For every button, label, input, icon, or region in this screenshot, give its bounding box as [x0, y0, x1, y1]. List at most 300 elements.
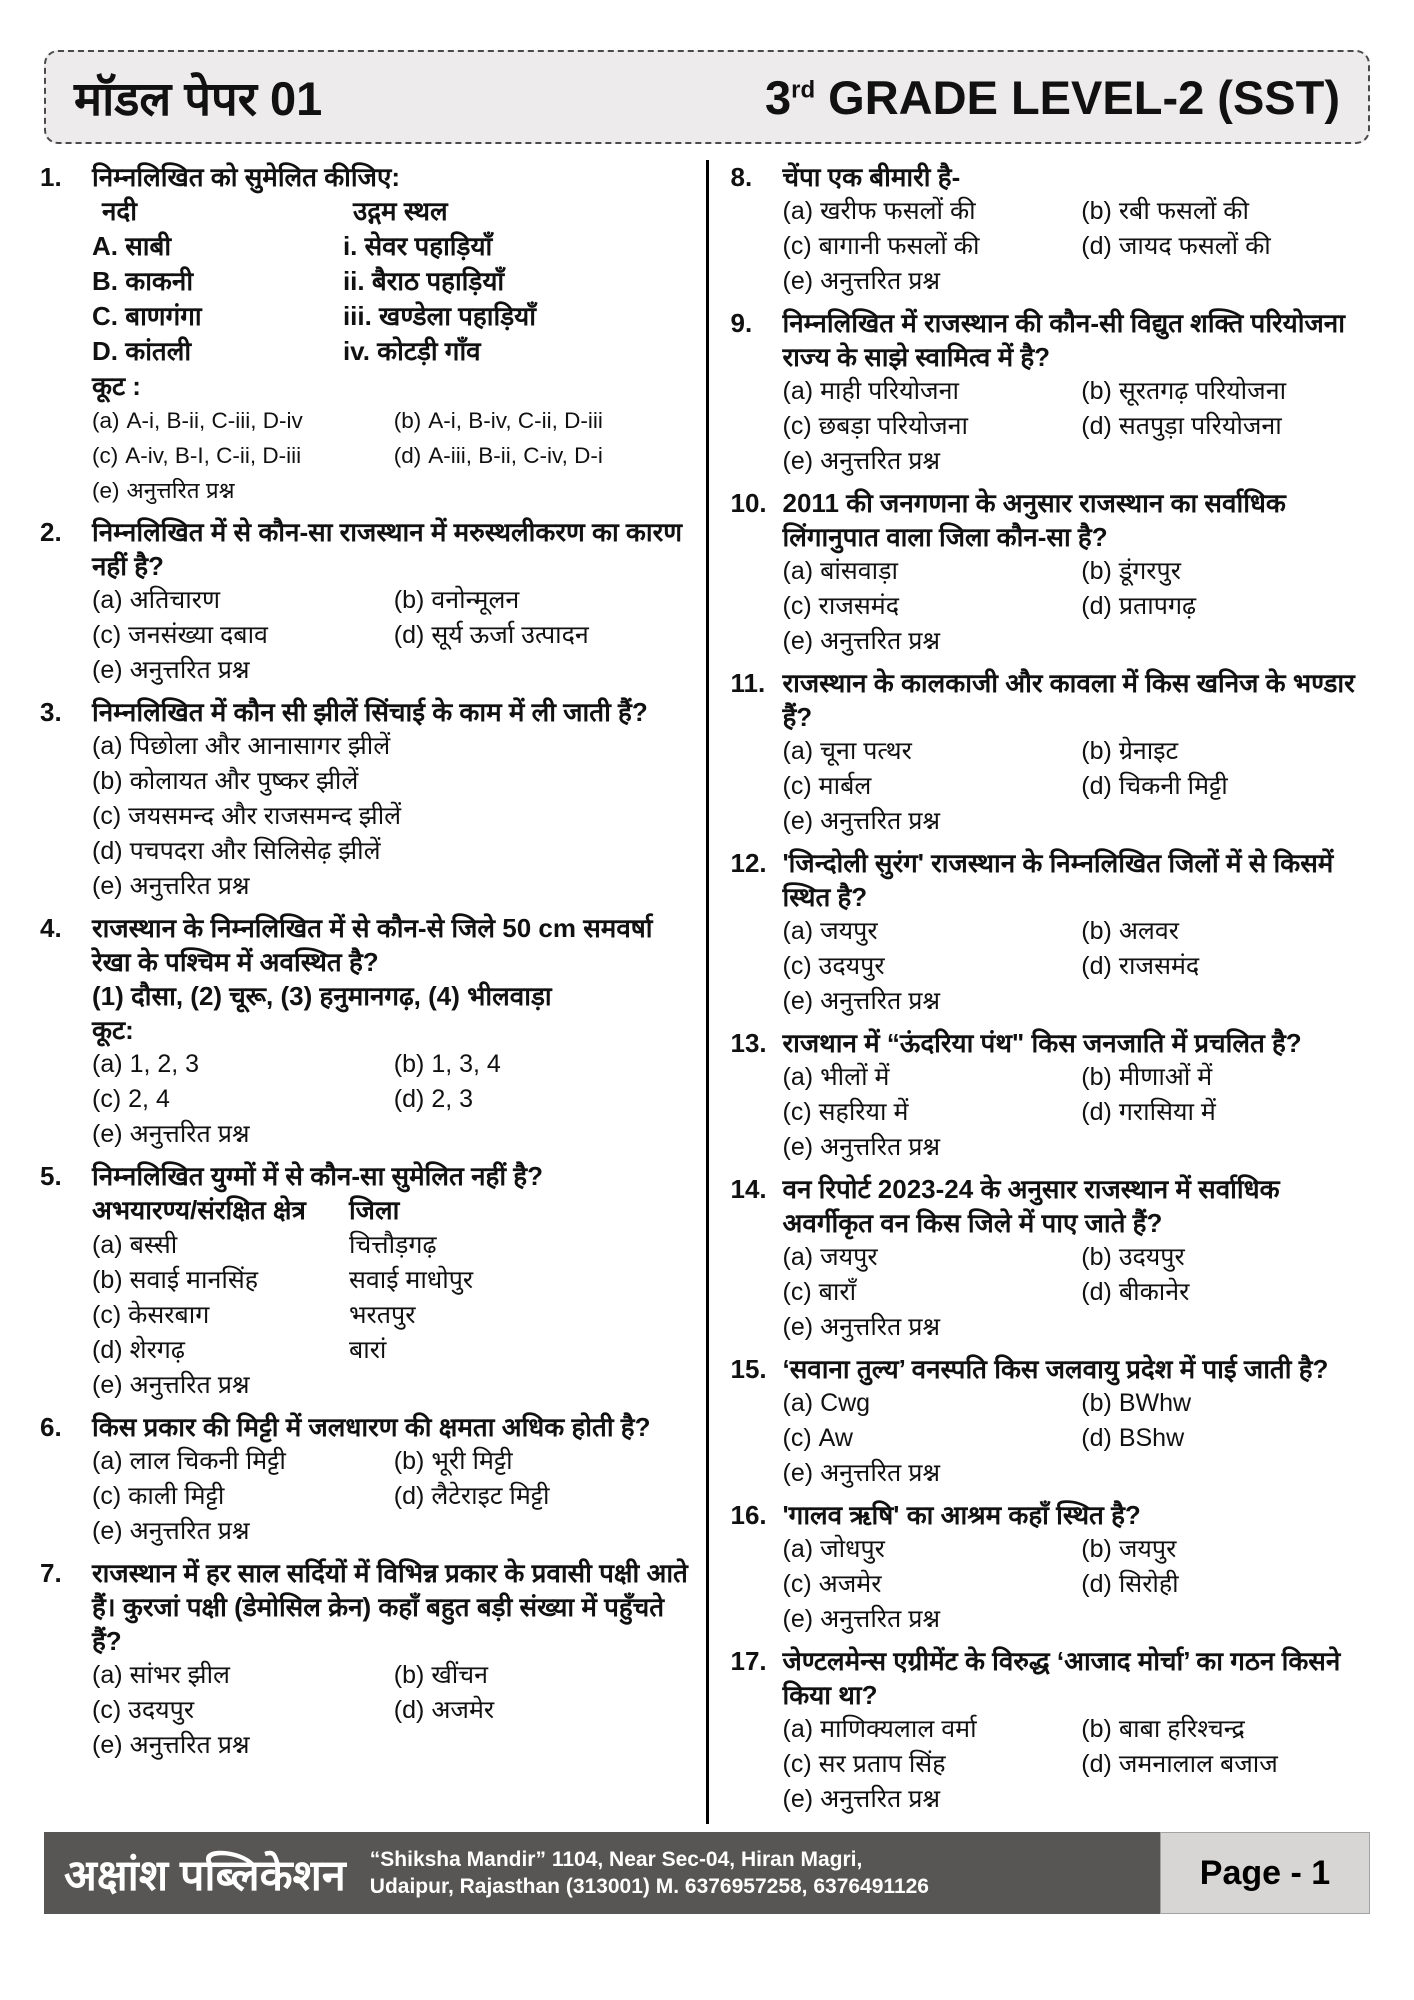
option	[1081, 949, 1374, 984]
question	[40, 160, 690, 508]
option-label: (e)	[782, 1459, 814, 1487]
option-label: (d)	[1081, 952, 1112, 980]
option-label: (a)	[782, 1715, 814, 1743]
option	[92, 834, 690, 869]
option	[394, 1047, 690, 1082]
option	[92, 1228, 343, 1263]
option-text: वनोन्मूलन	[431, 586, 520, 614]
option	[1081, 229, 1374, 264]
option-text: जयपुर	[820, 917, 878, 945]
option	[1081, 1532, 1374, 1567]
question-body	[783, 1498, 1375, 1637]
option-label: (a)	[92, 1447, 123, 1475]
question-text: राजस्थान के निम्नलिखित में से कौन-से जिले 50 cm समवर्षा रेखा के पश्चिम में अवस्थित है?	[92, 913, 653, 977]
option-label: (c)	[782, 412, 812, 440]
match-table-cell: D. कांतली	[92, 336, 192, 366]
option	[783, 1747, 1076, 1782]
option-extra: सवाई माधोपुर	[348, 1266, 474, 1294]
address-line-2: Udaipur, Rajasthan (313001) M. 6376957258, 6376491126	[369, 1875, 929, 1898]
option-label: (e)	[92, 1120, 123, 1148]
option	[92, 1263, 343, 1298]
question-text: निम्नलिखित युग्मों में से कौन-सा सुमेलित नहीं है?	[92, 1161, 543, 1191]
option	[783, 1240, 1076, 1275]
option-text: बाराँ	[818, 1278, 857, 1306]
question-body	[783, 666, 1375, 839]
option-label: (d)	[1081, 1570, 1112, 1598]
option-text: मार्बल	[818, 772, 872, 800]
option	[92, 1298, 343, 1333]
question	[731, 666, 1375, 839]
question-number: 11.	[730, 668, 766, 698]
option-label: (d)	[1081, 1750, 1112, 1778]
option	[92, 869, 690, 904]
option-text: अनुत्तरित प्रश्न	[820, 1313, 941, 1341]
option-label: (d)	[1081, 1278, 1112, 1306]
question-text: राजस्थान के कालकाजी और कावला में किस खनिज के भण्डार हैं?	[782, 668, 1355, 732]
options-group	[783, 914, 1375, 1019]
option-label: (a)	[92, 1661, 123, 1689]
option	[1081, 1386, 1374, 1421]
question-text: निम्नलिखित में कौन सी झीलें सिंचाई के काम में ली जाती हैं?	[92, 697, 648, 727]
option-label: (e)	[782, 1133, 814, 1161]
option-text: सवाई मानसिंह	[129, 1266, 259, 1294]
option-label: (d)	[393, 443, 422, 468]
option-label: (d)	[393, 1085, 425, 1113]
option	[783, 949, 1076, 984]
question-number: 16.	[730, 1500, 767, 1530]
option-label: (e)	[782, 267, 814, 295]
options-group	[783, 1532, 1375, 1637]
options-pair-header: जिला	[348, 1195, 400, 1225]
option-label: (d)	[1081, 592, 1112, 620]
option-label: (c)	[782, 772, 812, 800]
option	[783, 229, 1076, 264]
option-text: खरीफ फसलों की	[820, 197, 976, 225]
option-label: (e)	[782, 1313, 814, 1341]
option	[394, 1082, 690, 1117]
option	[92, 1117, 388, 1152]
question-body	[92, 1556, 690, 1763]
match-table-cell: ii. बैराठ पहाड़ियाँ	[342, 266, 505, 296]
option-label: (b)	[393, 586, 425, 614]
option-text: काली मिट्टी	[128, 1482, 225, 1510]
option	[92, 1658, 388, 1693]
option-text: अनुत्तरित प्रश्न	[129, 656, 250, 684]
option-text: सहरिया में	[818, 1098, 909, 1126]
option-label: (e)	[92, 872, 123, 900]
option	[783, 1456, 1076, 1491]
option-text: खींचन	[431, 1661, 488, 1689]
option-label: (e)	[92, 1371, 123, 1399]
option-label: (e)	[782, 987, 814, 1015]
option	[394, 583, 690, 618]
option	[394, 618, 690, 653]
question-body	[783, 1352, 1375, 1491]
question-text: चेंपा एक बीमारी है-	[782, 162, 961, 192]
option	[1081, 1747, 1374, 1782]
option-label: (c)	[782, 1750, 812, 1778]
option-text: अनुत्तरित प्रश्न	[820, 1459, 941, 1487]
options-group	[783, 1060, 1375, 1165]
question-number: 5.	[40, 1161, 62, 1191]
option	[783, 1782, 1076, 1817]
option	[1081, 554, 1374, 589]
option-label: (d)	[1081, 412, 1112, 440]
option-text: मीणाओं में	[1118, 1063, 1213, 1091]
match-table	[92, 194, 690, 369]
option-label: (d)	[393, 1696, 425, 1724]
option	[1081, 1712, 1374, 1747]
option-text: अनुत्तरित प्रश्न	[820, 627, 941, 655]
option-extra: चित्तौड़गढ़	[348, 1231, 437, 1259]
question-text: राजथान में “ऊंदरिया पंथ" किस जनजाति में प्रचलित है?	[782, 1028, 1302, 1058]
question	[731, 1352, 1375, 1491]
question-number: 7.	[40, 1558, 62, 1588]
question	[40, 1410, 690, 1549]
option-text: उदयपुर	[128, 1696, 195, 1724]
option	[783, 1060, 1076, 1095]
option-label: (c)	[92, 1085, 122, 1113]
option-label: (e)	[92, 656, 123, 684]
option	[783, 554, 1076, 589]
options-group	[783, 1240, 1375, 1345]
question-number: 12.	[730, 848, 767, 878]
question-text: ‘सवाना तुल्य’ वनस्पति किस जलवायु प्रदेश में पाई जाती है?	[782, 1354, 1329, 1384]
option-text: ग्रेनाइट	[1118, 737, 1179, 765]
option-text: BShw	[1118, 1424, 1185, 1452]
question	[731, 1026, 1375, 1165]
option-text: डूंगरपुर	[1118, 557, 1181, 585]
option	[783, 804, 1076, 839]
option	[92, 729, 690, 764]
question-subline: (1) दौसा, (2) चूरू, (3) हनुमानगढ़, (4) भीलवाड़ा	[92, 981, 552, 1011]
grade-title-rest: GRADE LEVEL-2 (SST)	[815, 70, 1340, 124]
option-label: (a)	[782, 1243, 814, 1271]
options-group	[783, 194, 1375, 299]
question	[40, 1556, 690, 1763]
options-group	[92, 1047, 690, 1152]
option	[783, 444, 1076, 479]
option-text: अनुत्तरित प्रश्न	[129, 1120, 250, 1148]
option-text: अनुत्तरित प्रश्न	[126, 478, 235, 503]
question-text: निम्नलिखित में राजस्थान की कौन-सी विद्युत शक्ति परियोजना राज्य के साझे स्वामित्व में है?	[782, 308, 1345, 372]
option	[1081, 1275, 1374, 1310]
question	[731, 160, 1375, 299]
option-text: 2, 3	[431, 1085, 474, 1113]
option	[92, 438, 388, 473]
option-label: (b)	[1081, 197, 1112, 225]
option-label: (b)	[1081, 1243, 1112, 1271]
option-text: अनुत्तरित प्रश्न	[129, 872, 250, 900]
option	[783, 194, 1076, 229]
option-text: अनुत्तरित प्रश्न	[129, 1731, 250, 1759]
options-group	[783, 554, 1375, 659]
option-label: (d)	[1081, 1424, 1112, 1452]
option	[394, 1444, 690, 1479]
option-text: अनुत्तरित प्रश्न	[820, 1785, 941, 1813]
question-text: निम्नलिखित को सुमेलित कीजिए:	[92, 162, 400, 192]
option-text: जमनालाल बजाज	[1118, 1750, 1278, 1778]
options-pair-header: अभयारण्य/संरक्षित क्षेत्र	[92, 1195, 306, 1225]
option	[1081, 1567, 1374, 1602]
question	[731, 306, 1375, 479]
option-text: अजमेर	[431, 1696, 495, 1724]
options-group	[92, 1444, 690, 1549]
option-label: (d)	[1081, 1098, 1112, 1126]
option-label: (b)	[92, 1266, 123, 1294]
option-label: (b)	[1081, 557, 1112, 585]
option	[394, 1658, 690, 1693]
option-text: 1, 2, 3	[129, 1050, 200, 1078]
paper-title-right	[765, 70, 1340, 125]
question-body	[92, 1410, 690, 1549]
question-column-right	[709, 160, 1375, 1824]
question-body	[92, 160, 690, 508]
option	[1081, 409, 1374, 444]
option	[783, 1712, 1076, 1747]
option-label: (e)	[782, 807, 814, 835]
option-label: (b)	[393, 1050, 425, 1078]
option-label: (e)	[92, 1517, 123, 1545]
option	[394, 438, 690, 473]
option-label: (a)	[92, 586, 123, 614]
option-label: (c)	[782, 592, 812, 620]
option-label: (b)	[92, 767, 123, 795]
option-label: (b)	[1081, 917, 1112, 945]
question-number: 10.	[730, 488, 767, 518]
option-text: बस्सी	[129, 1231, 178, 1259]
question-text: निम्नलिखित में से कौन-सा राजस्थान में मरुस्थलीकरण का कारण नहीं है?	[92, 517, 683, 581]
option-text: कोलायत और पुष्कर झीलें	[129, 767, 359, 795]
option-text: राजसमंद	[818, 592, 900, 620]
option-text: अनुत्तरित प्रश्न	[820, 267, 941, 295]
option	[92, 403, 388, 438]
option-label: (b)	[393, 1661, 425, 1689]
option	[783, 1386, 1076, 1421]
question	[40, 695, 690, 904]
option	[92, 1479, 388, 1514]
option-label: (e)	[782, 1785, 814, 1813]
option-label: (a)	[92, 1231, 123, 1259]
question	[731, 1172, 1375, 1345]
option	[1081, 734, 1374, 769]
match-table-header: नदी	[102, 196, 137, 226]
option-text: सिरोही	[1118, 1570, 1179, 1598]
option	[92, 1693, 388, 1728]
option	[1081, 1095, 1374, 1130]
option-label: (a)	[782, 737, 814, 765]
option-text: चिकनी मिट्टी	[1118, 772, 1228, 800]
option	[783, 734, 1076, 769]
option-text: अलवर	[1118, 917, 1179, 945]
option-text: जोधपुर	[820, 1535, 885, 1563]
option-label: (c)	[92, 621, 122, 649]
option	[1081, 1060, 1374, 1095]
option	[92, 799, 690, 834]
option-label: (c)	[782, 952, 812, 980]
question	[731, 1644, 1375, 1817]
option-text: भूरी मिट्टी	[431, 1447, 513, 1475]
match-table-cell: iv. कोटड़ी गाँव	[342, 336, 481, 366]
option	[783, 1567, 1076, 1602]
option-label: (c)	[782, 1570, 812, 1598]
option	[92, 1514, 388, 1549]
option	[1081, 589, 1374, 624]
option	[783, 914, 1076, 949]
option	[783, 1532, 1076, 1567]
option	[783, 769, 1076, 804]
option-text: A-iv, B-I, C-ii, D-iii	[125, 443, 302, 468]
options-group	[92, 403, 690, 508]
option-label: (c)	[92, 1696, 122, 1724]
page-number-badge: Page - 1	[1160, 1832, 1370, 1914]
option	[394, 1693, 690, 1728]
option-label: (e)	[92, 1731, 123, 1759]
option-text: शेरगढ़	[129, 1336, 185, 1364]
option	[394, 1479, 690, 1514]
option-text: सतपुड़ा परियोजना	[1118, 412, 1282, 440]
question-body	[783, 846, 1375, 1019]
option-text: छबड़ा परियोजना	[818, 412, 969, 440]
option-text: भीलों में	[820, 1063, 890, 1091]
option	[394, 403, 690, 438]
question-number: 3.	[40, 697, 62, 727]
match-table-cell: A. साबी	[92, 231, 172, 261]
option-text: A-i, B-iv, C-ii, D-iii	[428, 408, 603, 433]
option-label: (a)	[782, 1063, 814, 1091]
question-body	[92, 911, 690, 1152]
question-text: किस प्रकार की मिट्टी में जलधारण की क्षमता अधिक होती है?	[92, 1412, 651, 1442]
option-text: बागानी फसलों की	[818, 232, 980, 260]
option-label: (c)	[92, 802, 122, 830]
option-extra: भरतपुर	[348, 1301, 416, 1329]
option-label: (b)	[1081, 1063, 1112, 1091]
question-body	[783, 1644, 1375, 1817]
option	[783, 1602, 1076, 1637]
option	[92, 653, 388, 688]
question-number: 13.	[730, 1028, 767, 1058]
match-table-cell: B. काकनी	[92, 266, 194, 296]
option	[92, 618, 388, 653]
option-label: (d)	[393, 621, 425, 649]
option-text: अनुत्तरित प्रश्न	[129, 1517, 250, 1545]
question-number: 4.	[40, 913, 62, 943]
option-label: (b)	[1081, 1389, 1112, 1417]
option-text: लैटेराइट मिट्टी	[431, 1482, 550, 1510]
option-label: (d)	[393, 1482, 425, 1510]
question-body	[783, 1172, 1375, 1345]
option-text: बीकानेर	[1118, 1278, 1190, 1306]
option-text: अजमेर	[818, 1570, 882, 1598]
question	[731, 486, 1375, 659]
option-label: (a)	[782, 557, 814, 585]
option-label: (a)	[782, 1535, 814, 1563]
option	[783, 1421, 1076, 1456]
grade-number: 3	[764, 70, 792, 124]
option-label: (b)	[1081, 1535, 1112, 1563]
option-label: (b)	[1081, 377, 1112, 405]
option-text: जायद फसलों की	[1118, 232, 1271, 260]
option-text: अनुत्तरित प्रश्न	[820, 807, 941, 835]
option	[92, 583, 388, 618]
option-text: सांभर झील	[129, 1661, 231, 1689]
option	[783, 984, 1076, 1019]
question-number: 6.	[40, 1412, 62, 1442]
option-label: (a)	[92, 1050, 123, 1078]
option-label: (c)	[92, 1301, 122, 1329]
option	[1081, 374, 1374, 409]
question	[731, 846, 1375, 1019]
option	[92, 1047, 388, 1082]
option	[783, 1095, 1076, 1130]
option	[92, 1082, 388, 1117]
question-number: 1.	[40, 162, 62, 192]
question-number: 2.	[40, 517, 62, 547]
option-label: (e)	[782, 447, 814, 475]
option-text: जयपुर	[820, 1243, 878, 1271]
address-line-1: “Shiksha Mandir” 1104, Near Sec-04, Hiran Magri,	[369, 1848, 863, 1871]
option-label: (d)	[92, 1336, 123, 1364]
option	[92, 473, 388, 508]
option-label: (c)	[92, 443, 119, 468]
option-label: (c)	[782, 1278, 812, 1306]
question	[40, 911, 690, 1152]
option	[1081, 1421, 1374, 1456]
option-text: उदयपुर	[1118, 1243, 1185, 1271]
option-label: (a)	[782, 917, 814, 945]
option-text: पिछोला और आनासागर झीलें	[129, 732, 391, 760]
option-text: लाल चिकनी मिट्टी	[129, 1447, 286, 1475]
options-group	[783, 1386, 1375, 1491]
option-text: अनुत्तरित प्रश्न	[820, 447, 941, 475]
paper-header	[44, 50, 1370, 144]
option-label: (d)	[1081, 772, 1112, 800]
option-text: गरासिया में	[1118, 1098, 1216, 1126]
option	[783, 1275, 1076, 1310]
question-number: 8.	[730, 162, 753, 192]
option-label: (b)	[393, 408, 422, 433]
question-text: राजस्थान में हर साल सर्दियों में विभिन्न प्रकार के प्रवासी पक्षी आते हैं। कुरजां पक्षी (डेमोसिल क्रेन) कहाँ बहुत बड़ी संख्या में पहुँचते हैं?	[92, 1558, 688, 1656]
question-number: 17.	[730, 1646, 767, 1676]
option-label: (b)	[1081, 737, 1112, 765]
publisher-name: अक्षांश पब्लिकेशन	[64, 1851, 346, 1900]
option-label: (c)	[782, 1098, 812, 1126]
option-label: (e)	[782, 627, 814, 655]
option-text: अनुत्तरित प्रश्न	[820, 1133, 941, 1161]
question-text: जेण्टलमेन्स एग्रीमेंट के विरुद्ध ‘आजाद मोर्चा’ का गठन किसने किया था?	[782, 1646, 1341, 1710]
question-note: कूट :	[92, 371, 141, 401]
option-text: अतिचारण	[129, 586, 221, 614]
option-text: जयसमन्द और राजसमन्द झीलें	[128, 802, 402, 830]
question-body	[92, 515, 690, 688]
question-note: कूट:	[92, 1015, 134, 1045]
match-table-cell: i. सेवर पहाड़ियाँ	[342, 231, 493, 261]
option	[92, 764, 690, 799]
options-group	[92, 583, 690, 688]
option-label: (a)	[92, 408, 120, 433]
question-body	[92, 1159, 690, 1403]
option-text: बांसवाड़ा	[820, 557, 898, 585]
match-table-header: उद्गम स्थल	[352, 196, 448, 226]
question-body	[783, 306, 1375, 479]
option-text: केसरबाग	[128, 1301, 210, 1329]
option-text: Cwg	[820, 1389, 871, 1417]
option-text: रबी फसलों की	[1118, 197, 1249, 225]
option-text: पचपदरा और सिलिसेढ़ झीलें	[129, 837, 381, 865]
option-label: (b)	[393, 1447, 425, 1475]
option-text: BWhw	[1118, 1389, 1192, 1417]
option	[1081, 914, 1374, 949]
